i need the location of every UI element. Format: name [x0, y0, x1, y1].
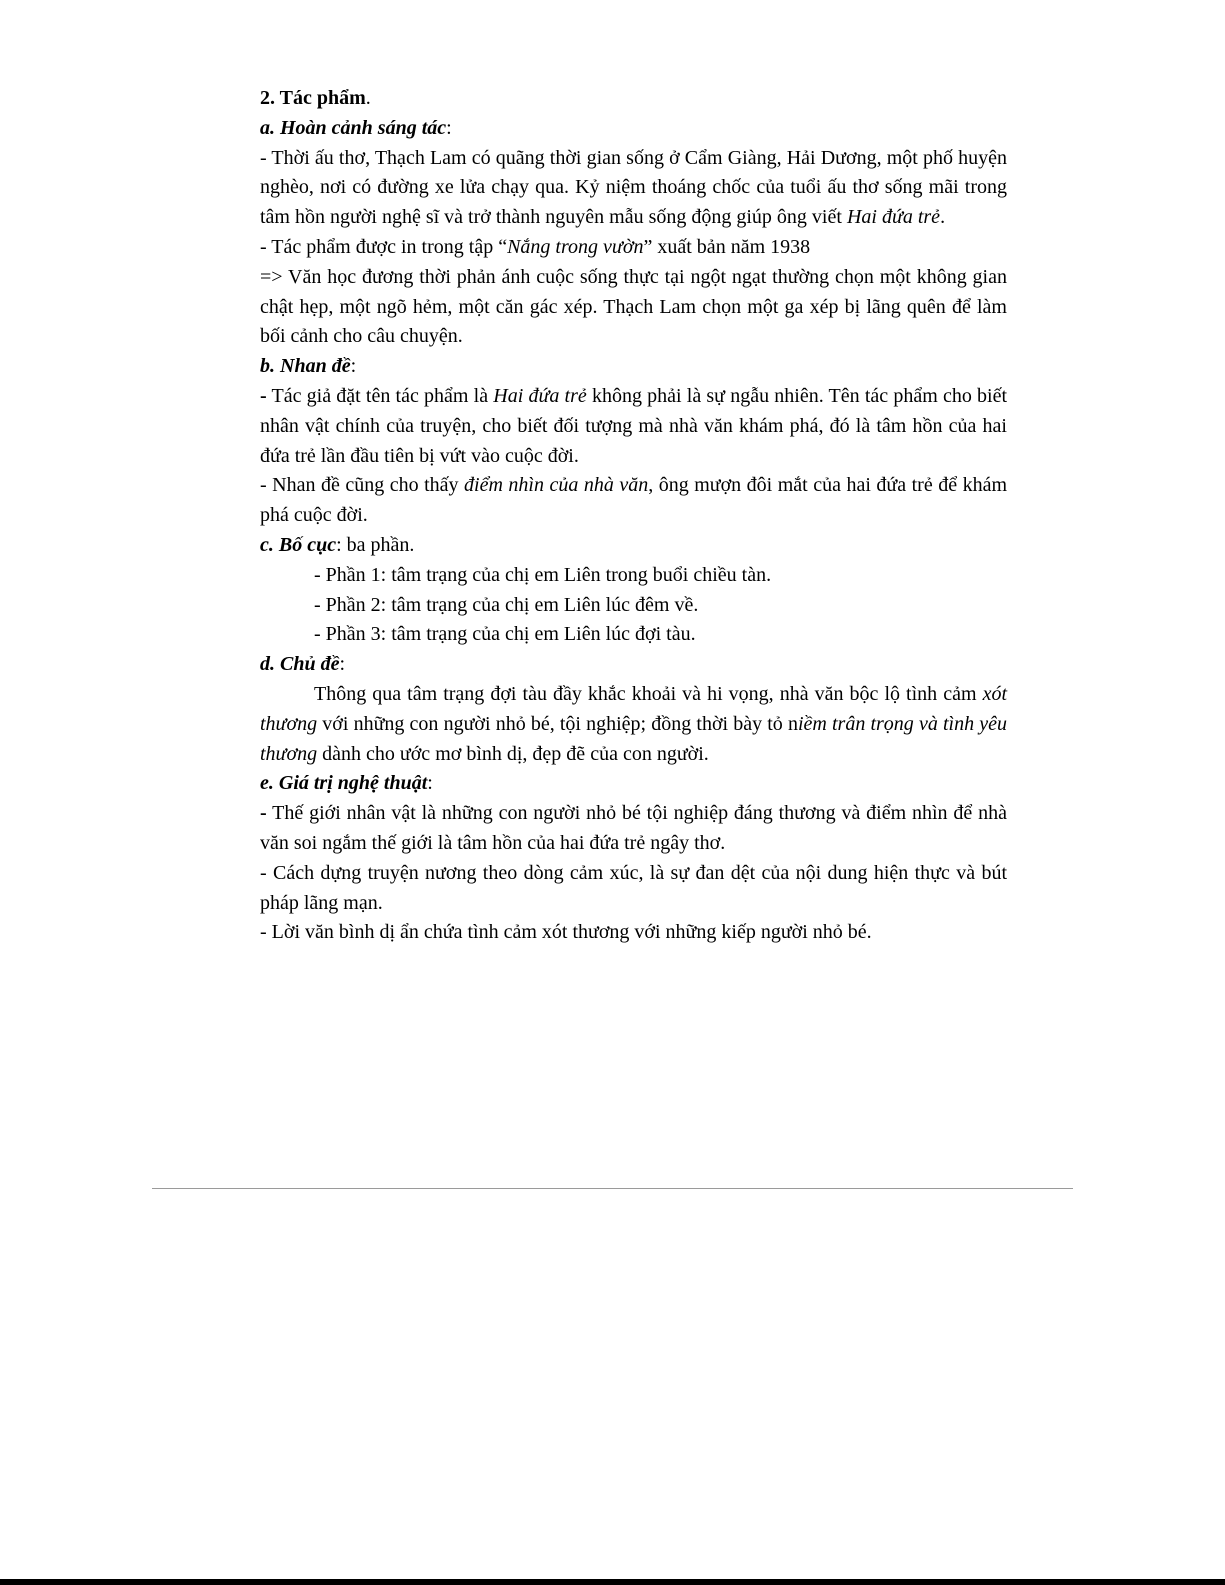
title-heading: b. Nhan đề:: [260, 355, 357, 378]
art-paragraph-1: - Thế giới nhân vật là những con người nhỏ bé tội nghiệp đáng thương và điểm nhìn để nhà văn soi ngắm thế giới là tâm hồn của hai đứa trẻ ngây thơ.: [260, 802, 1007, 854]
art-paragraph-2: - Cách dựng truyện nương theo dòng cảm xúc, là sự đan dệt của nội dung hiện thực và bút pháp lãng mạn.: [260, 861, 1007, 914]
layout-part-1: - Phần 1: tâm trạng của chị em Liên trong buổi chiều tàn.: [314, 563, 772, 586]
theme-heading: d. Chủ đề:: [260, 653, 346, 676]
layout-part-2: - Phần 2: tâm trạng của chị em Liên lúc đêm về.: [314, 593, 699, 616]
title-paragraph-1: - Tác giả đặt tên tác phẩm là Hai đứa trẻ không phải là sự ngẫu nhiên. Tên tác phẩm cho biết nhân vật chính của truyện, cho biết đối tượng mà nhà văn khám phá, đó là tâm hồn của hai đứa trẻ lần đầu tiên bị vứt vào cuộc đời.: [260, 384, 1007, 467]
art-paragraph-3: - Lời văn bình dị ẩn chứa tình cảm xót thương với những kiếp người nhỏ bé.: [260, 921, 872, 944]
art-heading: e. Giá trị nghệ thuật:: [260, 772, 433, 795]
context-paragraph-1: - Thời ấu thơ, Thạch Lam có quãng thời gian sống ở Cẩm Giàng, Hải Dương, một phố huyện nghèo, nơi có đường xe lửa chạy qua. Kỷ niệm thoáng chốc của tuổi ấu thơ sống mãi trong tâm hồn người nghệ sĩ và trở thành nguyên mẫu sống động giúp ông viết Hai đứa trẻ.: [260, 146, 1007, 229]
document-body: [260, 84, 1007, 948]
title-paragraph-2: - Nhan đề cũng cho thấy điểm nhìn của nhà văn, ông mượn đôi mắt của hai đứa trẻ để khám phá cuộc đời.: [260, 474, 1008, 527]
section-title-text: 2. Tác phẩm: [260, 87, 366, 109]
theme-paragraph: Thông qua tâm trạng đợi tàu đầy khắc khoải và hi vọng, nhà văn bộc lộ tình cảm xót thương với những con người nhỏ bé, tội nghiệp; đồng thời bày tỏ niềm trân trọng và tình yêu thương dành cho ước mơ bình dị, đẹp đẽ của con người.: [260, 682, 1007, 765]
context-paragraph-3: => Văn học đương thời phản ánh cuộc sống thực tại ngột ngạt thường chọn một không gian chật hẹp, một ngõ hẻm, một căn gác xép. Thạch Lam chọn một ga xép bị lãng quên để làm bối cảnh cho câu chuyện.: [260, 265, 1007, 348]
layout-heading: c. Bố cục: ba phần.: [260, 533, 415, 556]
page-divider: [152, 1188, 1073, 1189]
context-heading: a. Hoàn cảnh sáng tác:: [260, 116, 452, 139]
context-paragraph-2: - Tác phẩm được in trong tập “Nắng trong vườn” xuất bản năm 1938: [260, 235, 811, 258]
page-bottom-edge: [0, 1579, 1225, 1585]
layout-part-3: - Phần 3: tâm trạng của chị em Liên lúc đợi tàu.: [314, 623, 696, 646]
section-title: 2. Tác phẩm.: [260, 87, 371, 109]
